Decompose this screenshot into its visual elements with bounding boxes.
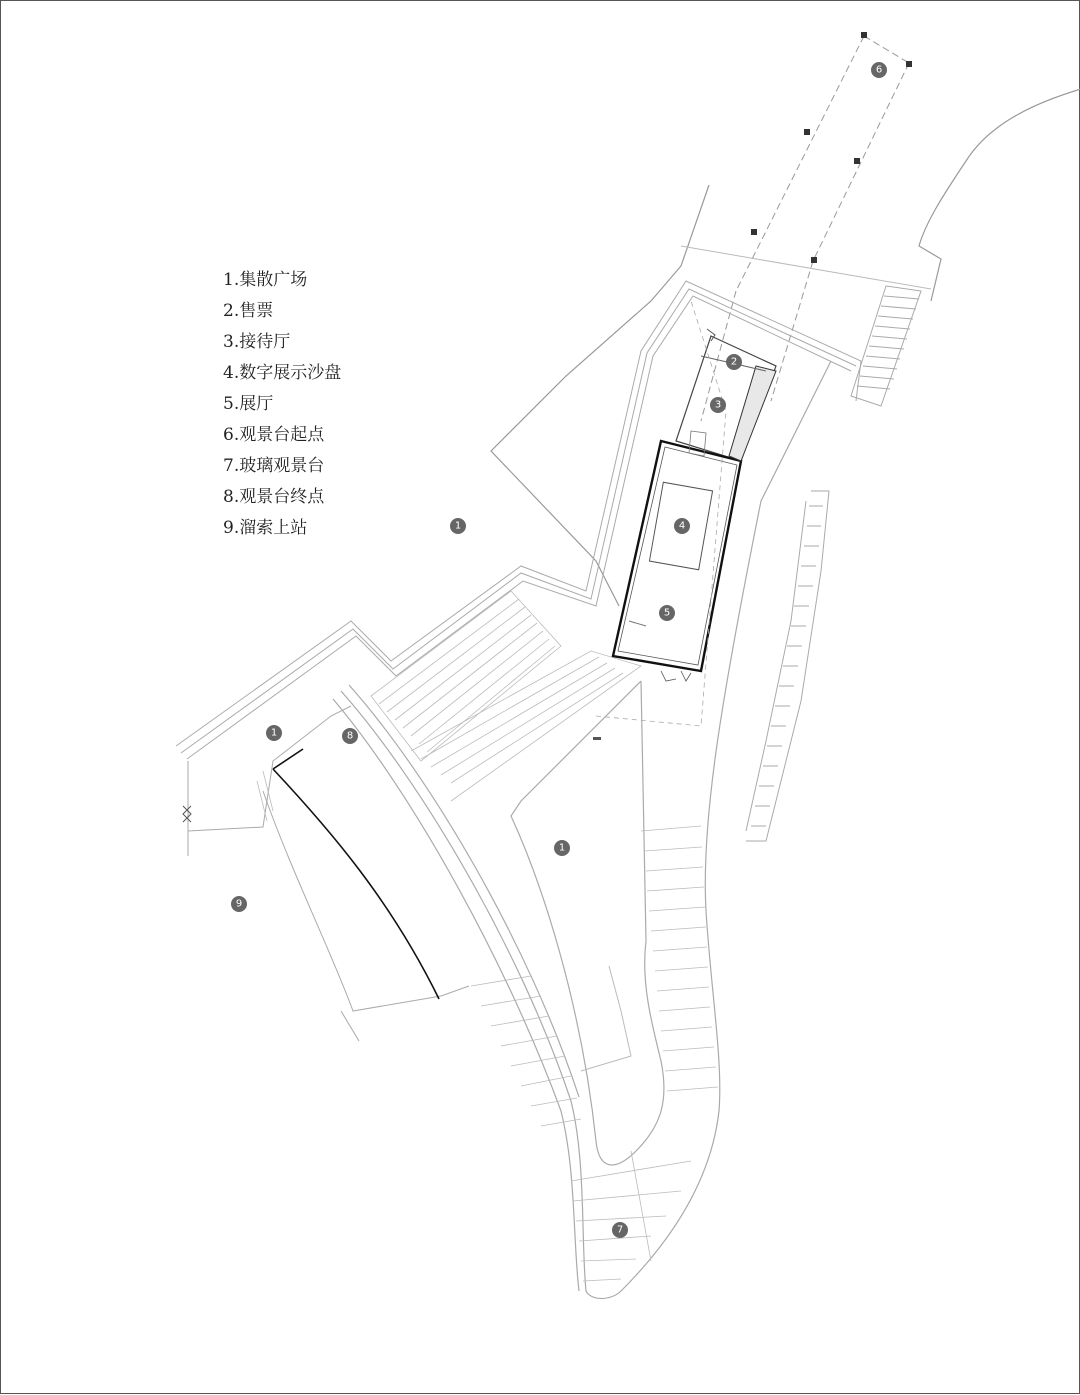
marker-5-exhibition	[659, 605, 675, 621]
marker-4-label: 4	[678, 520, 686, 532]
marker-2-label: 2	[730, 356, 738, 368]
site-plan-drawing	[1, 1, 1080, 1395]
marker-7-glass-deck	[612, 1222, 628, 1238]
legend-item: 2.售票	[223, 301, 274, 321]
marker-4-sandtable	[674, 518, 690, 534]
marker-9-zipline	[231, 896, 247, 912]
marker-3-reception	[710, 397, 726, 413]
site-boundary	[491, 185, 709, 606]
island-wedge	[581, 966, 631, 1071]
legend-item: 1.集散广场	[223, 270, 308, 290]
marker-6-label: 6	[875, 64, 883, 76]
marker-3-label: 3	[714, 399, 722, 411]
legend-item: 4.数字展示沙盘	[223, 363, 342, 383]
deck-columns	[751, 32, 912, 263]
marker-9-label: 9	[235, 898, 243, 910]
stairs-right	[746, 491, 829, 841]
glass-deck-stripes	[471, 826, 718, 1281]
marker-1-label: 1	[558, 842, 566, 854]
marker-2-ticket	[726, 354, 742, 370]
marker-1-label: 1	[454, 520, 462, 532]
marker-1-plaza-left	[266, 725, 282, 741]
marker-8-deck-end	[342, 728, 358, 744]
legend-item: 8.观景台终点	[223, 487, 325, 507]
stairs-upper	[371, 591, 641, 801]
marker-5-label: 5	[663, 607, 671, 619]
exhibition-building	[596, 301, 776, 726]
marker-7-label: 7	[616, 1224, 624, 1236]
marker-6-deck-start	[871, 62, 887, 78]
legend-item: 3.接待厅	[223, 332, 291, 352]
legend-item: 9.溜索上站	[223, 518, 308, 538]
zipline-station	[257, 749, 469, 1041]
inner-island	[511, 681, 664, 1165]
legend-item: 7.玻璃观景台	[223, 456, 325, 476]
legend-item: 5.展厅	[223, 394, 274, 414]
plaza-mark	[593, 737, 601, 740]
door-symbol-left	[183, 806, 191, 822]
marker-1-plaza-center	[554, 840, 570, 856]
marker-8-label: 8	[346, 730, 354, 742]
stairs-upper-right	[851, 286, 921, 406]
curved-walkway	[333, 361, 831, 1299]
legend-item: 6.观景台起点	[223, 425, 325, 445]
marker-1-plaza-upper	[450, 518, 466, 534]
marker-1-label: 1	[270, 727, 278, 739]
legend	[223, 267, 341, 546]
site-boundary-2	[681, 246, 931, 289]
terrain-edge	[919, 89, 1080, 301]
